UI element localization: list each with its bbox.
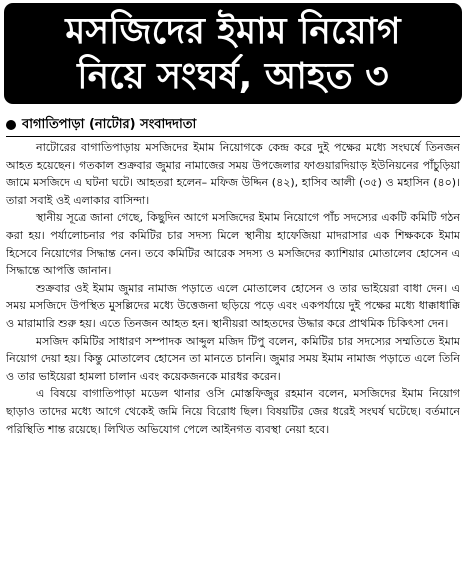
byline bbox=[6, 114, 196, 136]
paragraph-3: শুক্রবার ওই ইমাম জুমার নামাজ পড়াতে এলে মোতালেব হোসেন ও তার ভাইয়েরা বাধা দেন। এ সময় মসজিদে উপস্থিত মুসল্লিদের মধ্যে উত্তেজনা ছড়িয়ে পড়ে এবং একপর্যায়ে দুই পক্ষের মধ্যে ধাক্কাধাক্কি ও মারামারি শুরু হয়। এতে তিনজন আহত হন। স্থানীয়রা আহতদের উদ্ধার করে প্রাথমিক চিকিৎসা দেন। bbox=[6, 281, 460, 330]
paragraph-1: নাটোরের বাগাতিপাড়ায় মসজিদের ইমাম নিয়োগকে কেন্দ্র করে দুই পক্ষের মধ্যে সংঘর্ষে তিনজন আহত হয়েছেন। গতকাল শুক্রবার জুমার নামাজের সময় উপজেলার ফাগুয়ারদিয়াড় ইউনিয়নের পাঁচুড়িয়া জামে মসজিদে এ ঘটনা ঘটে। আহতরা হলেন– মফিজ উদ্দিন (৪২), হাসিব আলী (৩৫) ও মহাসিন (৪০)। তারা সবাই ওই এলাকার বাসিন্দা। bbox=[6, 141, 460, 207]
byline-text: বাগাতিপাড়া (নাটোর) সংবাদদাতা bbox=[22, 116, 197, 132]
paragraph-4: মসজিদ কমিটির সাধারণ সম্পাদক আব্দুল মজিদ টিপু বলেন, কমিটির চার সদস্যের সম্মতিতে ইমাম নিয়োগ দেয়া হয়। কিন্তু মোতালেব হোসেন তা মানতে চাননি। জুমার সময় ইমাম নামাজ পড়াতে এলে তিনি ও তার ভাইয়েরা হামলা চালান এবং কয়েকজনকে মারধর করেন। bbox=[6, 334, 460, 383]
byline-divider bbox=[6, 136, 460, 137]
paragraph-2: স্থানীয় সূত্রে জানা গেছে, কিছুদিন আগে মসজিদের ইমাম নিয়োগে পাঁচ সদস্যের একটি কমিটি গঠন করা হয়। পর্যালোচনার পর কমিটির চার সদস্য মিলে স্থানীয় হাফেজিয়া মাদরাসার এক শিক্ষককে ইমাম হিসেবে নিয়োগের সিদ্ধান্ত নেন। তবে কমিটির আরেক সদস্য ও মসজিদের ক্যাশিয়ার মোতালেব হোসেন এ সিদ্ধান্তে আপত্তি জানান। bbox=[6, 211, 460, 278]
headline-banner bbox=[4, 3, 462, 104]
headline-line-1: মসজিদের ইমাম নিয়োগ bbox=[65, 11, 401, 52]
headline-line-2: নিয়ে সংঘর্ষ, আহত ৩ bbox=[77, 56, 389, 97]
bullet-circle-icon bbox=[6, 120, 16, 130]
paragraph-5: এ বিষয়ে বাগাতিপাড়া মডেল থানার ওসি মোস্তফিজুর রহমান বলেন, মসজিদের ইমাম নিয়োগ ছাড়াও তাদের মধ্যে আগে থেকেই জমি নিয়ে বিরোধ ছিল। বিষয়টির জের ধরেই সংঘর্ষ ঘটেছে। বর্তমানে পরিস্থিতি শান্ত রয়েছে। লিখিত অভিযোগ পেলে আইনগত ব্যবস্থা নেয়া হবে। bbox=[6, 387, 460, 436]
article-body bbox=[6, 139, 460, 575]
